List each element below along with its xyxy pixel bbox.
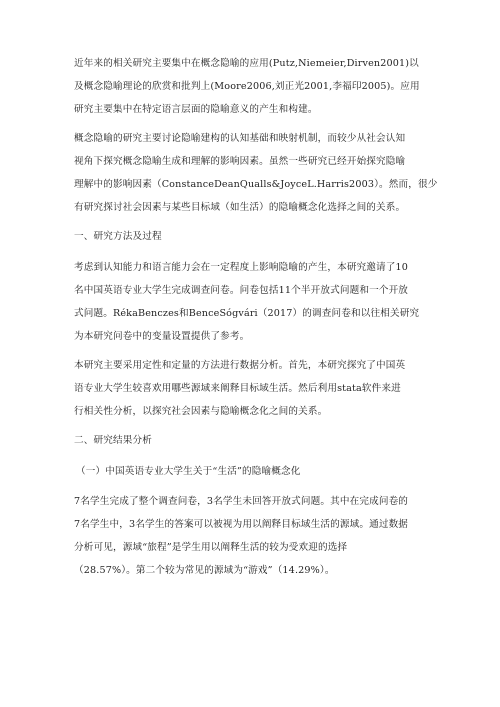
text-line: 本研究主要采用定性和定量的方法进行数据分析。首先，本研究探究了中国英: [74, 360, 406, 371]
text-line: 为本研究问卷中的变量设置提供了参考。: [74, 331, 250, 342]
paragraph-results: [74, 490, 440, 582]
text-line: 近年来的相关研究主要集中在概念隐喻的应用(Putz,Niemeier,Dirven2001)以: [74, 58, 419, 69]
text-line: （28.57%）。第二个较为常见的源域为“游戏”（14.29%）。: [74, 565, 335, 576]
section-heading-results: 二、研究结果分析: [74, 435, 152, 446]
text-line: 7名学生完成了整个调查问卷，3名学生未回答开放式问题。其中在完成问卷的: [74, 496, 409, 507]
text-line: 名中国英语专业大学生完成调查问卷。问卷包括11个半开放式问题和一个开放: [74, 285, 409, 296]
paragraph-analysis-method: [74, 354, 440, 423]
text-line: 视角下探究概念隐喻生成和理解的影响因素。虽然一些研究已经开始探究隐喻: [74, 156, 406, 167]
paragraph-research-gap: [74, 127, 440, 219]
text-line: 有研究探讨社会因素与某些目标域（如生活）的隐喻概念化选择之间的关系。: [74, 202, 406, 213]
subsection-heading-metaphor: （一）中国英语专业大学生关于“生活”的隐喻概念化: [76, 466, 301, 477]
text-line: 及概念隐喻理论的欣赏和批判上(Moore2006,刘正光2001,李福印2005)。应用: [74, 81, 420, 92]
text-line: 理解中的影响因素（ConstanceDeanQualls&JoyceL.Harris2003）。然而，很少: [74, 179, 438, 190]
text-line: 分析可见，源域“旅程”是学生用以阐释生活的较为受欢迎的选择: [74, 542, 348, 553]
text-line: 研究主要集中在特定语言层面的隐喻意义的产生和构建。: [74, 104, 318, 115]
text-line: 行相关性分析，以探究社会因素与隐喻概念化之间的关系。: [74, 406, 328, 417]
paragraph-participants: [74, 256, 440, 348]
paragraph-literature-review: [74, 52, 440, 121]
section-heading-methods: 一、研究方法及过程: [74, 231, 162, 242]
text-line: 概念隐喻的研究主要讨论隐喻建构的认知基础和映射机制，而较少从社会认知: [74, 133, 406, 144]
text-line: 7名学生中，3名学生的答案可以被视为用以阐释目标域生活的源域。通过数据: [74, 519, 409, 530]
text-line: 考虑到认知能力和语言能力会在一定程度上影响隐喻的产生，本研究邀请了10: [74, 262, 409, 273]
text-line: 式问题。RékaBenczes和BenceSógvári（2017）的调查问卷和以往相关研究: [74, 308, 420, 319]
text-line: 语专业大学生较喜欢用哪些源域来阐释目标域生活。然后利用stata软件来进: [74, 383, 401, 394]
